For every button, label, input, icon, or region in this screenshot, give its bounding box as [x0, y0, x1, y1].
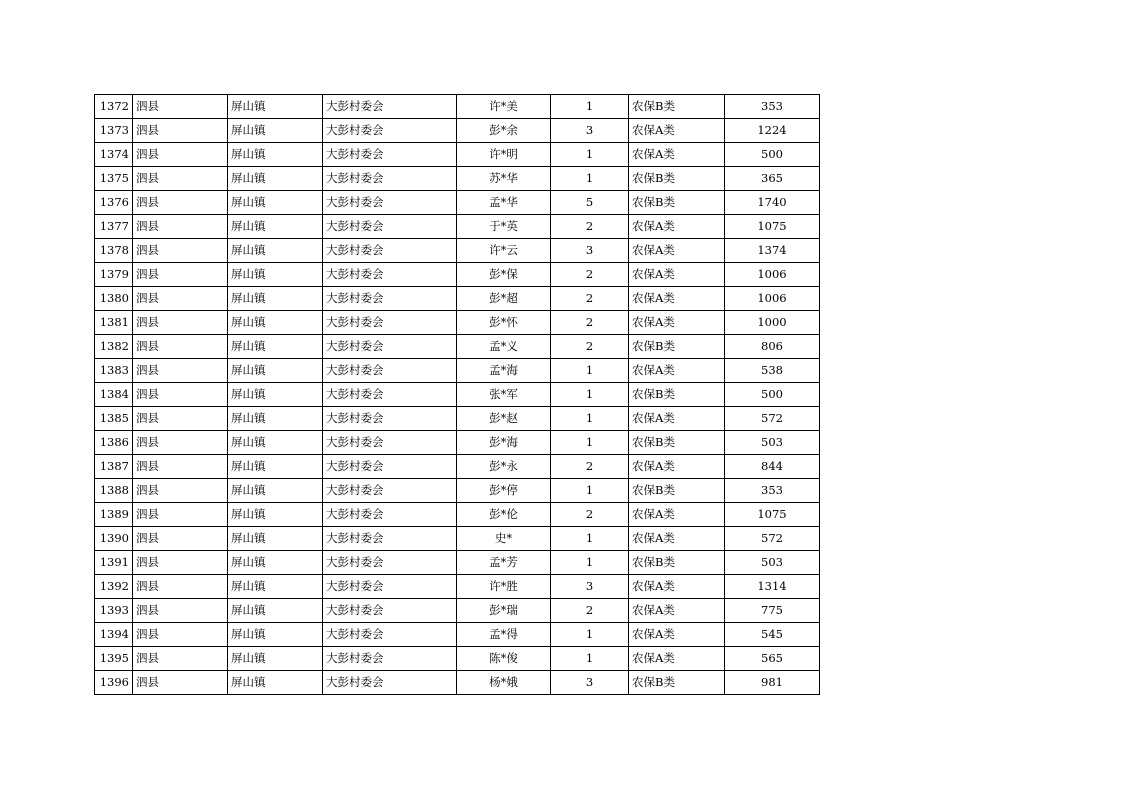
name-cell: 许*美	[457, 95, 551, 119]
data-table	[94, 94, 820, 695]
village-cell: 大彭村委会	[323, 143, 457, 167]
household-count-cell: 1	[551, 407, 629, 431]
household-count-cell: 2	[551, 287, 629, 311]
household-count-cell: 2	[551, 503, 629, 527]
name-cell: 彭*超	[457, 287, 551, 311]
table-row	[95, 311, 820, 335]
row-number-cell: 1387	[95, 455, 133, 479]
town-cell: 屏山镇	[228, 335, 323, 359]
table-row	[95, 287, 820, 311]
row-number-cell: 1380	[95, 287, 133, 311]
insurance-type-cell: 农保A类	[629, 119, 725, 143]
household-count-cell: 1	[551, 527, 629, 551]
county-cell: 泗县	[133, 95, 228, 119]
town-cell: 屏山镇	[228, 455, 323, 479]
row-number-cell: 1382	[95, 335, 133, 359]
name-cell: 许*云	[457, 239, 551, 263]
row-number-cell: 1391	[95, 551, 133, 575]
county-cell: 泗县	[133, 551, 228, 575]
table-row	[95, 263, 820, 287]
row-number-cell: 1372	[95, 95, 133, 119]
town-cell: 屏山镇	[228, 167, 323, 191]
table-row	[95, 191, 820, 215]
name-cell: 彭*伦	[457, 503, 551, 527]
county-cell: 泗县	[133, 119, 228, 143]
insurance-type-cell: 农保B类	[629, 383, 725, 407]
town-cell: 屏山镇	[228, 623, 323, 647]
row-number-cell: 1385	[95, 407, 133, 431]
town-cell: 屏山镇	[228, 479, 323, 503]
town-cell: 屏山镇	[228, 287, 323, 311]
town-cell: 屏山镇	[228, 215, 323, 239]
table-row	[95, 623, 820, 647]
town-cell: 屏山镇	[228, 407, 323, 431]
insurance-type-cell: 农保B类	[629, 479, 725, 503]
county-cell: 泗县	[133, 383, 228, 407]
insurance-type-cell: 农保A类	[629, 239, 725, 263]
household-count-cell: 1	[551, 383, 629, 407]
table-row	[95, 479, 820, 503]
amount-cell: 365	[725, 167, 820, 191]
table-row	[95, 455, 820, 479]
county-cell: 泗县	[133, 143, 228, 167]
insurance-type-cell: 农保B类	[629, 671, 725, 695]
county-cell: 泗县	[133, 503, 228, 527]
amount-cell: 500	[725, 383, 820, 407]
household-count-cell: 1	[551, 167, 629, 191]
county-cell: 泗县	[133, 287, 228, 311]
village-cell: 大彭村委会	[323, 503, 457, 527]
insurance-type-cell: 农保A类	[629, 287, 725, 311]
amount-cell: 1740	[725, 191, 820, 215]
row-number-cell: 1393	[95, 599, 133, 623]
amount-cell: 503	[725, 551, 820, 575]
village-cell: 大彭村委会	[323, 239, 457, 263]
county-cell: 泗县	[133, 191, 228, 215]
row-number-cell: 1383	[95, 359, 133, 383]
village-cell: 大彭村委会	[323, 263, 457, 287]
row-number-cell: 1386	[95, 431, 133, 455]
town-cell: 屏山镇	[228, 575, 323, 599]
insurance-type-cell: 农保A类	[629, 527, 725, 551]
insurance-type-cell: 农保B类	[629, 431, 725, 455]
town-cell: 屏山镇	[228, 503, 323, 527]
name-cell: 彭*瑞	[457, 599, 551, 623]
county-cell: 泗县	[133, 647, 228, 671]
household-count-cell: 3	[551, 119, 629, 143]
table-row	[95, 671, 820, 695]
village-cell: 大彭村委会	[323, 407, 457, 431]
household-count-cell: 2	[551, 263, 629, 287]
village-cell: 大彭村委会	[323, 551, 457, 575]
name-cell: 孟*芳	[457, 551, 551, 575]
town-cell: 屏山镇	[228, 647, 323, 671]
row-number-cell: 1379	[95, 263, 133, 287]
household-count-cell: 3	[551, 671, 629, 695]
county-cell: 泗县	[133, 623, 228, 647]
name-cell: 张*军	[457, 383, 551, 407]
village-cell: 大彭村委会	[323, 527, 457, 551]
village-cell: 大彭村委会	[323, 575, 457, 599]
insurance-type-cell: 农保A类	[629, 575, 725, 599]
village-cell: 大彭村委会	[323, 287, 457, 311]
household-count-cell: 1	[551, 551, 629, 575]
name-cell: 许*胜	[457, 575, 551, 599]
insurance-type-cell: 农保A类	[629, 503, 725, 527]
table-row	[95, 503, 820, 527]
row-number-cell: 1374	[95, 143, 133, 167]
name-cell: 许*明	[457, 143, 551, 167]
row-number-cell: 1388	[95, 479, 133, 503]
amount-cell: 503	[725, 431, 820, 455]
county-cell: 泗县	[133, 431, 228, 455]
table-row	[95, 335, 820, 359]
name-cell: 孟*华	[457, 191, 551, 215]
amount-cell: 981	[725, 671, 820, 695]
amount-cell: 1374	[725, 239, 820, 263]
name-cell: 彭*余	[457, 119, 551, 143]
table-row	[95, 167, 820, 191]
town-cell: 屏山镇	[228, 599, 323, 623]
village-cell: 大彭村委会	[323, 623, 457, 647]
name-cell: 杨*娥	[457, 671, 551, 695]
household-count-cell: 1	[551, 623, 629, 647]
county-cell: 泗县	[133, 407, 228, 431]
amount-cell: 572	[725, 407, 820, 431]
county-cell: 泗县	[133, 263, 228, 287]
amount-cell: 353	[725, 479, 820, 503]
insurance-type-cell: 农保B类	[629, 167, 725, 191]
name-cell: 彭*海	[457, 431, 551, 455]
table-row	[95, 95, 820, 119]
name-cell: 孟*义	[457, 335, 551, 359]
town-cell: 屏山镇	[228, 527, 323, 551]
village-cell: 大彭村委会	[323, 455, 457, 479]
amount-cell: 1224	[725, 119, 820, 143]
village-cell: 大彭村委会	[323, 311, 457, 335]
amount-cell: 565	[725, 647, 820, 671]
row-number-cell: 1373	[95, 119, 133, 143]
village-cell: 大彭村委会	[323, 599, 457, 623]
county-cell: 泗县	[133, 479, 228, 503]
county-cell: 泗县	[133, 311, 228, 335]
village-cell: 大彭村委会	[323, 95, 457, 119]
village-cell: 大彭村委会	[323, 359, 457, 383]
household-count-cell: 3	[551, 239, 629, 263]
name-cell: 孟*得	[457, 623, 551, 647]
town-cell: 屏山镇	[228, 551, 323, 575]
insurance-type-cell: 农保B类	[629, 95, 725, 119]
name-cell: 彭*保	[457, 263, 551, 287]
name-cell: 于*英	[457, 215, 551, 239]
name-cell: 彭*赵	[457, 407, 551, 431]
village-cell: 大彭村委会	[323, 383, 457, 407]
household-count-cell: 1	[551, 431, 629, 455]
insurance-type-cell: 农保B类	[629, 551, 725, 575]
county-cell: 泗县	[133, 575, 228, 599]
insurance-type-cell: 农保A类	[629, 359, 725, 383]
insurance-type-cell: 农保A类	[629, 599, 725, 623]
amount-cell: 1075	[725, 503, 820, 527]
county-cell: 泗县	[133, 599, 228, 623]
row-number-cell: 1392	[95, 575, 133, 599]
amount-cell: 1314	[725, 575, 820, 599]
county-cell: 泗县	[133, 671, 228, 695]
row-number-cell: 1376	[95, 191, 133, 215]
name-cell: 史*	[457, 527, 551, 551]
village-cell: 大彭村委会	[323, 167, 457, 191]
household-count-cell: 3	[551, 575, 629, 599]
town-cell: 屏山镇	[228, 431, 323, 455]
name-cell: 彭*永	[457, 455, 551, 479]
town-cell: 屏山镇	[228, 143, 323, 167]
household-count-cell: 5	[551, 191, 629, 215]
household-count-cell: 1	[551, 479, 629, 503]
town-cell: 屏山镇	[228, 191, 323, 215]
household-count-cell: 1	[551, 143, 629, 167]
insurance-type-cell: 农保A类	[629, 143, 725, 167]
row-number-cell: 1395	[95, 647, 133, 671]
row-number-cell: 1396	[95, 671, 133, 695]
household-count-cell: 2	[551, 215, 629, 239]
village-cell: 大彭村委会	[323, 479, 457, 503]
household-count-cell: 2	[551, 455, 629, 479]
row-number-cell: 1375	[95, 167, 133, 191]
amount-cell: 844	[725, 455, 820, 479]
insurance-type-cell: 农保B类	[629, 335, 725, 359]
insurance-type-cell: 农保A类	[629, 215, 725, 239]
table-row	[95, 359, 820, 383]
town-cell: 屏山镇	[228, 119, 323, 143]
row-number-cell: 1381	[95, 311, 133, 335]
table-row	[95, 431, 820, 455]
table-row	[95, 239, 820, 263]
name-cell: 陈*俊	[457, 647, 551, 671]
amount-cell: 353	[725, 95, 820, 119]
name-cell: 彭*怀	[457, 311, 551, 335]
county-cell: 泗县	[133, 335, 228, 359]
table-row	[95, 647, 820, 671]
table-row	[95, 143, 820, 167]
row-number-cell: 1384	[95, 383, 133, 407]
row-number-cell: 1389	[95, 503, 133, 527]
amount-cell: 572	[725, 527, 820, 551]
county-cell: 泗县	[133, 455, 228, 479]
table-row	[95, 575, 820, 599]
amount-cell: 1000	[725, 311, 820, 335]
county-cell: 泗县	[133, 359, 228, 383]
village-cell: 大彭村委会	[323, 215, 457, 239]
household-count-cell: 1	[551, 95, 629, 119]
table-row	[95, 551, 820, 575]
table-row	[95, 407, 820, 431]
town-cell: 屏山镇	[228, 311, 323, 335]
village-cell: 大彭村委会	[323, 191, 457, 215]
amount-cell: 1006	[725, 287, 820, 311]
town-cell: 屏山镇	[228, 359, 323, 383]
name-cell: 孟*海	[457, 359, 551, 383]
village-cell: 大彭村委会	[323, 119, 457, 143]
table-row	[95, 383, 820, 407]
amount-cell: 1075	[725, 215, 820, 239]
village-cell: 大彭村委会	[323, 647, 457, 671]
county-cell: 泗县	[133, 527, 228, 551]
insurance-type-cell: 农保A类	[629, 623, 725, 647]
household-count-cell: 2	[551, 599, 629, 623]
county-cell: 泗县	[133, 167, 228, 191]
name-cell: 彭*停	[457, 479, 551, 503]
row-number-cell: 1390	[95, 527, 133, 551]
table-row	[95, 599, 820, 623]
town-cell: 屏山镇	[228, 671, 323, 695]
county-cell: 泗县	[133, 239, 228, 263]
insurance-type-cell: 农保A类	[629, 455, 725, 479]
table-row	[95, 527, 820, 551]
insurance-type-cell: 农保B类	[629, 191, 725, 215]
amount-cell: 545	[725, 623, 820, 647]
household-count-cell: 1	[551, 359, 629, 383]
town-cell: 屏山镇	[228, 383, 323, 407]
insurance-type-cell: 农保A类	[629, 263, 725, 287]
amount-cell: 500	[725, 143, 820, 167]
village-cell: 大彭村委会	[323, 671, 457, 695]
village-cell: 大彭村委会	[323, 431, 457, 455]
table-body	[95, 95, 820, 695]
row-number-cell: 1378	[95, 239, 133, 263]
town-cell: 屏山镇	[228, 263, 323, 287]
table-row	[95, 215, 820, 239]
name-cell: 苏*华	[457, 167, 551, 191]
table-row	[95, 119, 820, 143]
amount-cell: 775	[725, 599, 820, 623]
row-number-cell: 1394	[95, 623, 133, 647]
town-cell: 屏山镇	[228, 95, 323, 119]
insurance-type-cell: 农保A类	[629, 311, 725, 335]
insurance-type-cell: 农保A类	[629, 647, 725, 671]
household-count-cell: 2	[551, 311, 629, 335]
town-cell: 屏山镇	[228, 239, 323, 263]
county-cell: 泗县	[133, 215, 228, 239]
household-count-cell: 2	[551, 335, 629, 359]
village-cell: 大彭村委会	[323, 335, 457, 359]
amount-cell: 806	[725, 335, 820, 359]
amount-cell: 538	[725, 359, 820, 383]
household-count-cell: 1	[551, 647, 629, 671]
row-number-cell: 1377	[95, 215, 133, 239]
amount-cell: 1006	[725, 263, 820, 287]
insurance-type-cell: 农保A类	[629, 407, 725, 431]
